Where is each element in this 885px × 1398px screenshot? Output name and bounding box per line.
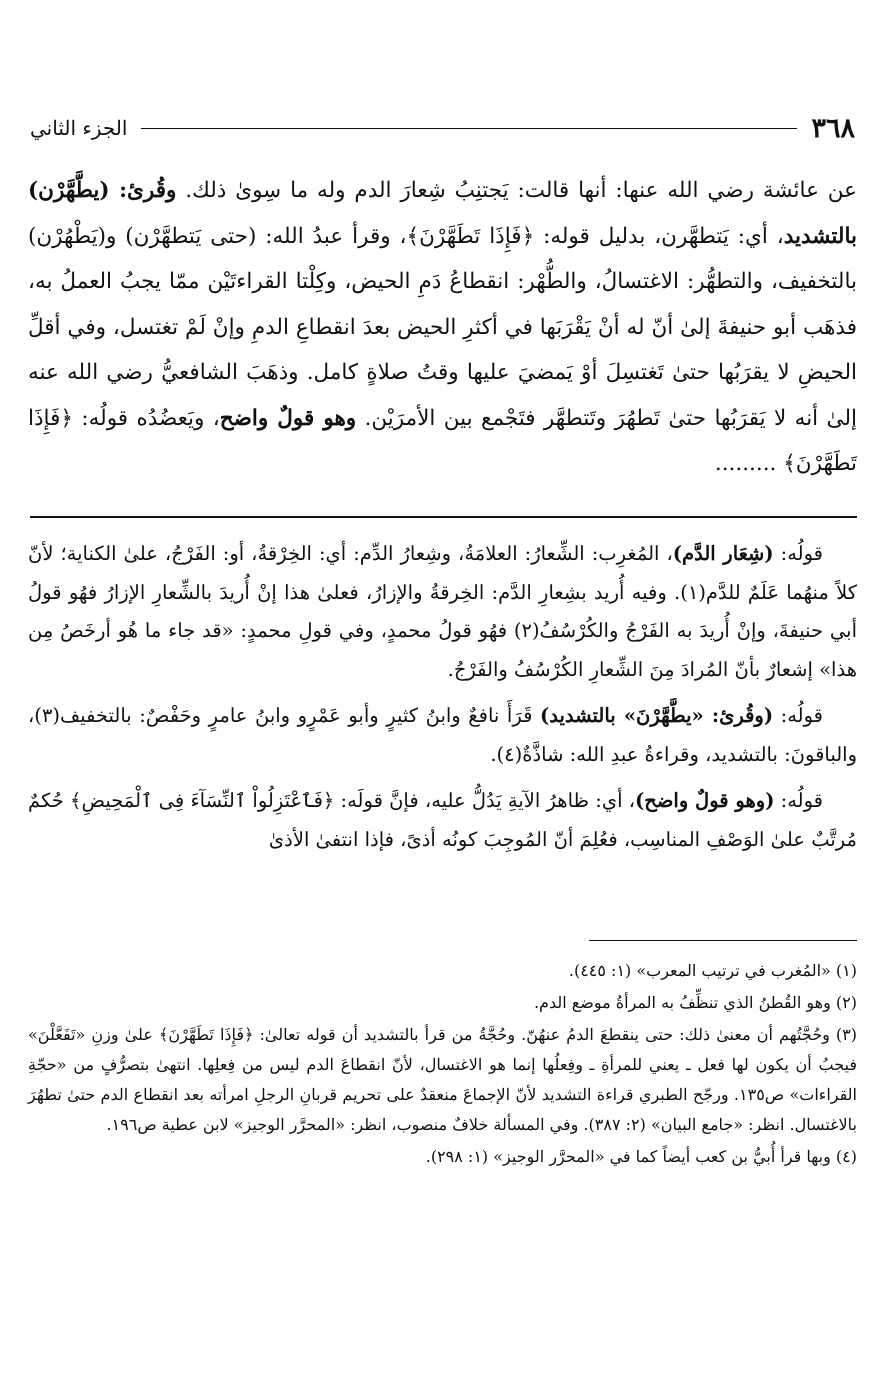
commentary-lemma: (وقُرئ: «يطَّهَّرْنَ» بالتشديد)	[539, 704, 774, 727]
main-bold-phrase: وقُرئ: (يطَّهَّرْن) بالتشديد	[28, 178, 857, 249]
commentary-paragraph	[28, 535, 857, 689]
part-title: الجزء الثاني	[30, 116, 128, 140]
footnote: (١) «المُغرب في ترتيب المعرب» (١: ٤٤٥).	[568, 961, 857, 980]
commentary-paragraph	[28, 697, 857, 774]
commentary-paragraph	[28, 782, 857, 859]
commentary-lemma: (وهو قولٌ واضح)	[635, 789, 775, 812]
commentary-text: قَرَأَ نافعٌ وابنُ كثيرٍ وأبو عَمْرٍو وابنُ عامرٍ وحَفْصٌ: بالتخفيف(٣)، والباقونَ: بالتشديد، وقراءةُ عبدِ الله: شاذَّةٌ(٤).	[28, 704, 857, 766]
main-paragraph	[28, 168, 857, 487]
footnote-rule	[589, 940, 857, 941]
page-header	[30, 106, 855, 150]
continuation-dots: .........	[714, 451, 777, 476]
section-divider	[30, 516, 857, 518]
header-rule	[141, 128, 797, 129]
commentary-intro: قولُه:	[773, 704, 824, 727]
commentary-text: ، أي: ظاهرُ الآيةِ يَدُلُّ عليه، فإنَّ قولَه: ﴿فَٱعْتَزِلُواْ ٱلنِّسَآءَ فِى ٱلْمَحِيضِ﴾ حُكمٌ مُرتَّبٌ علىٰ الوَصْفِ المناسِب، فعُلِمَ أنّ المُوجِبَ كونُه أذىً، فإذا انتفىٰ الأذىٰ	[28, 789, 857, 851]
commentary	[28, 535, 857, 867]
commentary-lemma: (شِعَار الدَّم)	[672, 542, 774, 565]
main-bold-phrase: وهو قولٌ واضح	[219, 405, 357, 431]
footnotes	[28, 956, 857, 1174]
footnote: (٢) وهو القُطنُ الذي تنظِّفُ به المرأةُ موضع الدم.	[533, 993, 857, 1012]
main-text-segment: عن عائشة رضي الله عنها: أنها قالت: يَجتنِبُ شِعارَ الدم وله ما سِوىٰ ذلك.	[176, 178, 857, 203]
commentary-intro: قولُه:	[773, 542, 824, 565]
main-text-segment: ، ويَعضُدُه قولُه: ﴿فَإِذَا تَطَهَّرْنَ﴾	[28, 405, 857, 476]
footnote: (٣) وحُجَّتُهم أن معنىٰ ذلك: حتى ينقطعَ الدمُ عنهُنّ. وحُجَّةُ من قرأ بالتشديد أن قوله تعالىٰ: ﴿فَإِذَا تَطَهَّرْنَ﴾ علىٰ وزنِ «تَفَعَّلْنَ» فيجبُ أن يكون لها فعل ـ يعني للمرأةِ ـ وفِعلُها إنما هو الاغتسال، لأنّ انقطاعَ الدم ليس من فِعلِها. انتهىٰ بتصرُّفٍ من «حجّةِ القراءات» ص١٣٥. ورجّح الطبري قراءة التشديد لأنّ الإجماعَ منعقدٌ على تحريم قربانِ الرجلِ امرأته بعد انقطاع الدم حتىٰ تطهُرَ بالاغتسال. انظر: «جامع البيان» (٢: ٣٨٧). وفي المسألة خلافٌ منصوب، انظر: «المحرَّر الوجيز» لابن عطية ص١٩٦.	[28, 1025, 858, 1134]
page-number: ٣٦٨	[811, 112, 855, 144]
footnote: (٤) وبها قرأ أُبيُّ بن كعب أيضاً كما في «المحرَّر الوجيز» (١: ٢٩٨).	[425, 1147, 857, 1166]
main-text-segment: ، أي: يَتطهَّرن، بدليل قوله: ﴿فَإِذَا تَطَهَّرْنَ﴾، وقرأ عبدُ الله: (حتى يَتطهَّرْن) و(يَطْهُرْن) بالتخفيف، والتطهُّر: الاغتسالُ، والطُّهْر: انقطاعُ دَمِ الحيض، وكِلْتا القراءتَيْن ممّا يجبُ العملُ به، فذهَب أبو حنيفةَ إلىٰ أنّ له أنْ يَقْرَبَها في أكثرِ الحيض بعدَ انقطاعِ الدمِ وإنْ لَمْ تغتسل، وفي أقلِّ الحيضِ لا يقرَبُها حتىٰ تَغتسِلَ أوْ يَمضيَ عليها وقتُ صلاةٍ كامل. وذهَبَ الشافعيُّ رضي الله عنه إلىٰ أنه لا يَقرَبُها حتىٰ تَطهُرَ وتَتطهَّر فتَجْمع بين الأمرَيْن.	[28, 223, 857, 431]
main-text	[28, 168, 857, 487]
commentary-intro: قولُه:	[774, 789, 824, 812]
commentary-text: ، المُغرِب: الشِّعارُ: العلامَةُ، وشِعارُ الدِّم: أي: الخِرْقةُ، أو: الفَرْجُ، علىٰ الكناية؛ لأنّ كلاً منهُما عَلَمٌ للدَّم(١). وفيه أُريد بشِعارِ الدَّم: الخِرقةُ والإزارُ، فعلىٰ هذا إنْ أُريدَ بالشِّعارِ الإزارُ فهُو قولُ أبي حنيفةَ، وإنْ أُريدَ به الفَرْجُ والكُرْسُفُ(٢) فهُو قولُ محمدٍ، وفي قولِ محمدٍ: «قد جاء ما هُو أرخَصُ مِن هذا» إشعارٌ بأنّ المُرادَ مِنَ الشِّعارِ الكُرْسُفُ والفَرْجُ.	[28, 542, 857, 681]
